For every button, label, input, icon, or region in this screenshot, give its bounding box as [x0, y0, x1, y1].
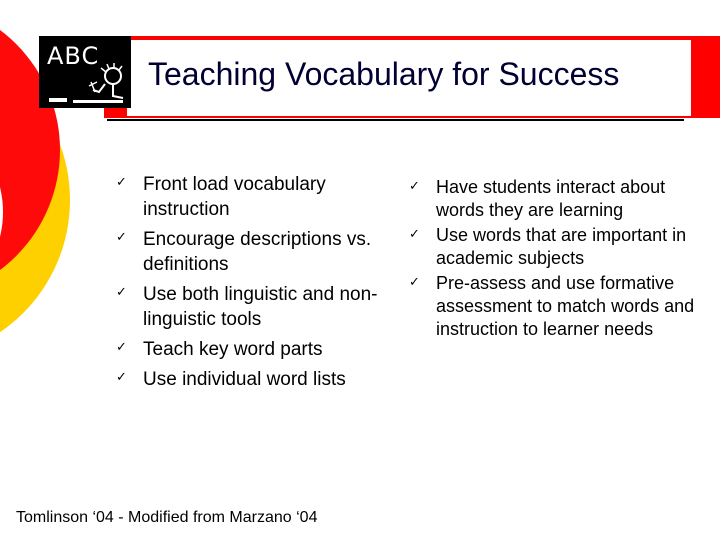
right-bullet-list [409, 176, 699, 343]
left-bullet-list [116, 172, 396, 397]
checkmark-icon: ✓ [116, 370, 127, 385]
list-item: ✓ Pre-assess and use formative assessment to match words and instruction to learner needs [409, 273, 695, 339]
list-item: ✓ Encourage descriptions vs. definitions [116, 229, 372, 275]
child-writing-icon [39, 36, 131, 108]
checkmark-icon: ✓ [116, 175, 127, 190]
checkmark-icon: ✓ [409, 227, 420, 242]
checkmark-icon: ✓ [116, 230, 127, 245]
list-item: ✓ Front load vocabulary instruction [116, 174, 326, 220]
list-item: ✓ Use words that are important in academic subjects [409, 225, 687, 268]
list-item: ✓ Use individual word lists [116, 369, 346, 390]
citation-footnote: Tomlinson ‘04 - Modified from Marzano ‘04 [16, 509, 318, 526]
list-item: ✓ Teach key word parts [116, 339, 323, 360]
title-underline [107, 119, 684, 121]
checkmark-icon: ✓ [116, 285, 127, 300]
slide-title: Teaching Vocabulary for Success [148, 56, 620, 92]
list-item: ✓ Have students interact about words they are learning [409, 177, 666, 220]
logo-text: ABC [47, 42, 100, 70]
checkmark-icon: ✓ [409, 275, 420, 290]
checkmark-icon: ✓ [409, 179, 420, 194]
abc-logo [39, 36, 131, 108]
checkmark-icon: ✓ [116, 340, 127, 355]
list-item: ✓ Use both linguistic and non-linguistic tools [116, 284, 378, 330]
